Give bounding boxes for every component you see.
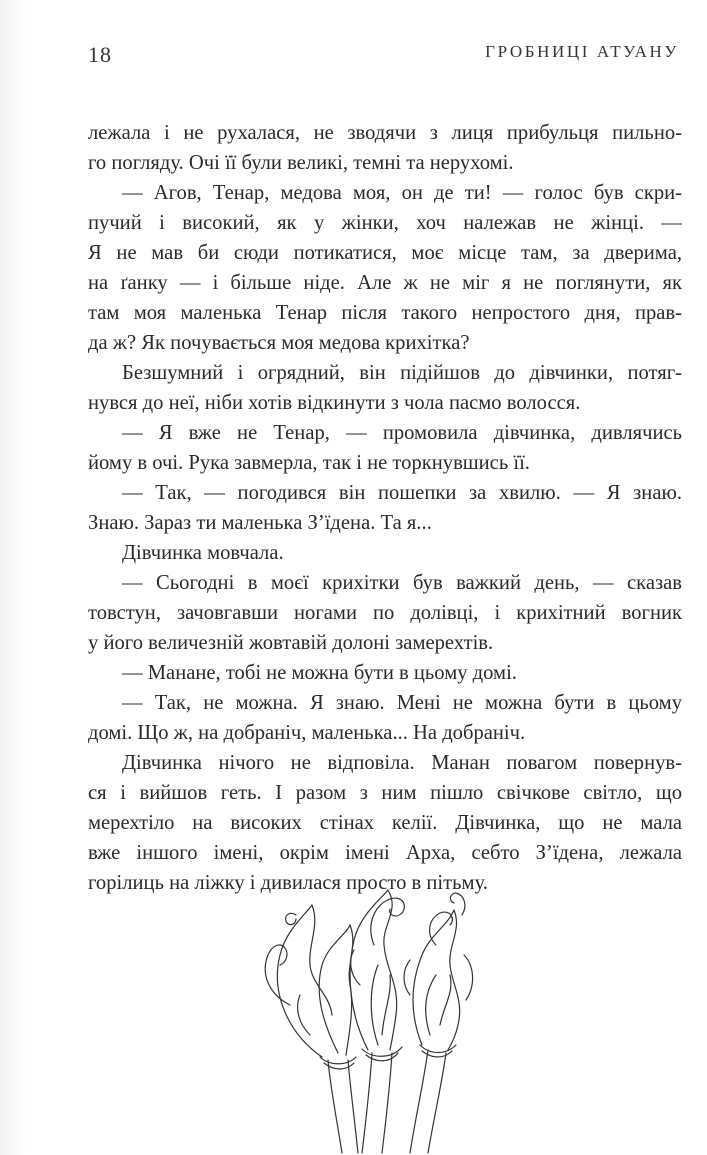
text-line: — Агов, Тенар, медова моя, он де ти! — голос був скри- [122,182,682,204]
paragraph [88,748,682,898]
running-title: ГРОБНИЦІ АТУАНУ [485,42,679,61]
text-line: — Сьогодні в моєї крихітки був важкий день, — сказав [122,572,682,594]
text-line: домі. Що ж, на добраніч, маленька... На добраніч. [88,722,526,744]
text-line: Безшумний і огрядний, він підійшов до дівчинки, потяг- [122,362,682,384]
text-line: Дівчинка нічого не відповіла. Манан повагом повернув- [122,752,682,774]
paragraph [88,118,682,178]
text-line: мерехтіло на високих стінах келії. Дівчинка, що не мала [88,812,682,834]
text-line: товстун, зачовгавши ногами по долівці, і крихітний вогник [88,602,682,624]
text-line: вже іншого імені, окрім імені Арха, себто З’їдена, лежала [88,842,682,864]
text-line: ся і вийшов геть. І разом з ним пішло свічкове світло, що [88,782,682,804]
text-line: горілиць на ліжку і дивилася просто в пітьму. [88,872,488,894]
text-line: там моя маленька Тенар після такого непростого дня, прав- [88,302,682,324]
text-line: Знаю. Зараз ти маленька З’їдена. Та я... [88,512,432,534]
text-line: — Манане, тобі не можна бути в цьому домі. [122,662,517,684]
paragraph [88,658,682,688]
text-line: да ж? Як почувається моя медова крихітка? [88,332,470,354]
paragraph [88,478,682,538]
text-line: на ґанку — і більше ніде. Але ж не міг я не поглянути, як [88,272,682,294]
body-text [88,118,682,898]
paragraph [88,418,682,478]
page-number: 18 [88,42,112,67]
paragraph [88,178,682,358]
text-line: нувся до неї, ніби хотів відкинути з чола пасмо волосся. [88,392,581,414]
text-line: — Так, — погодився він пошепки за хвилю. — Я знаю. [122,482,682,504]
text-line: у його величезній жовтавій долоні замерехтів. [88,632,494,654]
page-header [88,40,679,70]
torches-illustration-icon [250,885,480,1155]
paragraph [88,358,682,418]
text-line: — Я вже не Тенар, — промовила дівчинка, дивлячись [122,422,682,444]
text-line: Дівчинка мовчала. [122,542,284,564]
text-line: го погляду. Очі її були великі, темні та нерухомі. [88,152,514,174]
text-line: йому в очі. Рука завмерла, так і не торкнувшись її. [88,452,530,474]
text-line: лежала і не рухалася, не зводячи з лиця прибульця пильно- [88,122,682,144]
paragraph [88,568,682,658]
text-line: пучий і високий, як у жінки, хоч належав не жінці. — [88,212,682,234]
paragraph [88,538,682,568]
text-line: Я не мав би сюди потикатися, моє місце там, за дверима, [88,242,682,264]
paragraph [88,688,682,748]
text-line: — Так, не можна. Я знаю. Мені не можна бути в цьому [122,692,682,714]
